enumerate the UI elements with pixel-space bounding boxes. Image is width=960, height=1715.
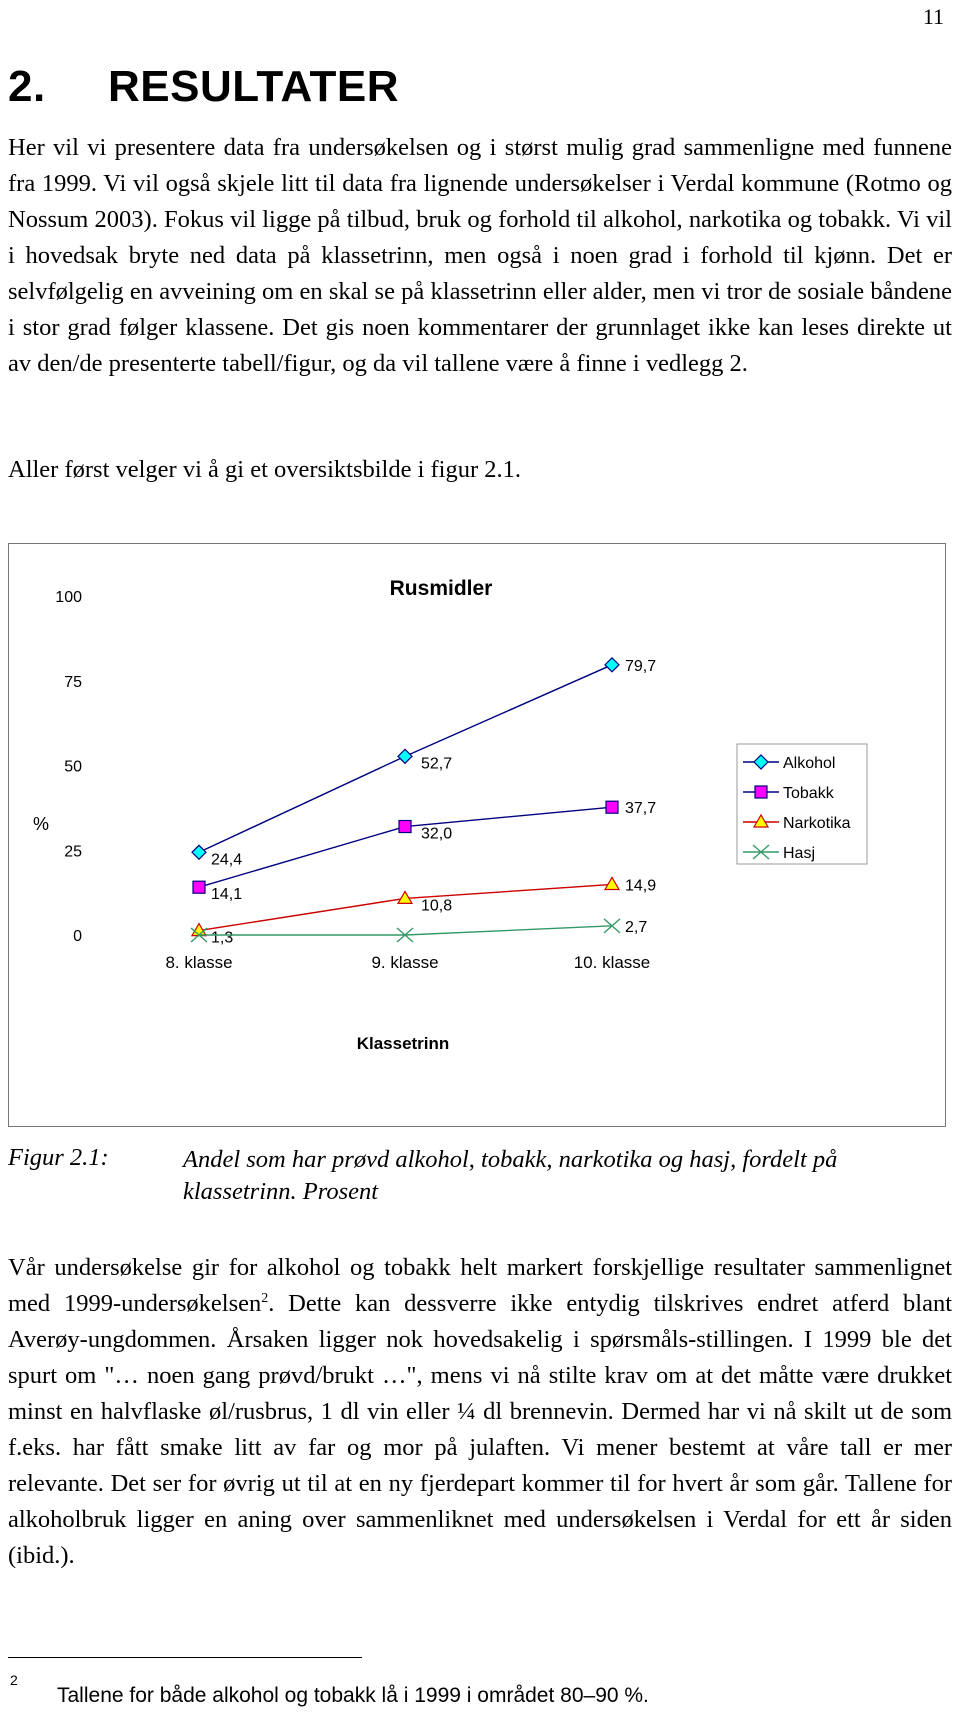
series-line-hasj bbox=[199, 926, 612, 935]
data-label-tobakk: 32,0 bbox=[421, 825, 453, 843]
footnote-ref[interactable]: 2 bbox=[261, 1290, 269, 1306]
series-tobakk bbox=[193, 800, 656, 903]
data-label-narkotika: 1,3 bbox=[211, 929, 234, 947]
data-label-narkotika: 14,9 bbox=[625, 877, 657, 895]
data-point-alkohol bbox=[192, 845, 206, 859]
legend-label-tobakk: Tobakk bbox=[783, 785, 834, 802]
data-point-alkohol bbox=[605, 658, 619, 672]
figure-label: Figur 2.1: bbox=[8, 1144, 109, 1171]
y-tick-label: 25 bbox=[64, 843, 82, 861]
y-tick-label: 75 bbox=[64, 673, 82, 691]
y-axis-label: % bbox=[32, 814, 50, 834]
results-text-a: Vår undersøkelse gir for alkohol og tobakk helt markert forskjellige resultater sammenlignet med 1999-undersøkelsen bbox=[8, 1254, 952, 1317]
chart-frame bbox=[8, 543, 946, 1127]
footnote-text: Tallene for både alkohol og tobakk lå i 1999 i området 80–90 %. bbox=[57, 1684, 649, 1707]
section-number: 2. bbox=[8, 62, 46, 111]
y-tick-label: 50 bbox=[64, 758, 82, 776]
data-point-narkotika bbox=[605, 877, 619, 889]
x-category-label: 10. klasse bbox=[573, 953, 651, 972]
legend-label-alkohol: Alkohol bbox=[783, 755, 836, 772]
chart-legend bbox=[737, 744, 867, 864]
data-point-tobakk bbox=[606, 801, 618, 813]
data-label-alkohol: 24,4 bbox=[211, 851, 243, 869]
results-paragraph bbox=[8, 1250, 952, 1574]
y-tick-labels bbox=[55, 589, 82, 945]
y-tick-label: 100 bbox=[55, 589, 82, 606]
series-hasj bbox=[191, 919, 647, 942]
data-label-alkohol: 79,7 bbox=[625, 657, 657, 675]
footnote-divider bbox=[8, 1657, 362, 1658]
data-point-tobakk bbox=[193, 881, 205, 893]
x-category-label: 8. klasse bbox=[165, 953, 233, 972]
data-label-tobakk: 37,7 bbox=[625, 800, 657, 818]
rusmidler-chart bbox=[9, 544, 945, 1126]
results-text-b: . Dette kan dessverre ikke entydig tilskrives endret atferd blant Averøy-ungdommen. Årsaken ligger nok hovedsakelig i spørsmåls-stillingen. I 1999 ble det spurt om "… noen gang prøvd/brukt …", mens vi nå stilte krav om at det måtte være drukket minst en halvflaske øl/rusbrus, 1 dl vin eller ¼ dl brennevin. Dermed har vi nå skilt ut de som f.eks. har fått smake litt av far og mor på julaften. Vi mener bestemt at våre tall er mer relevante. Det ser for øvrig ut til at en ny fjerdepart kommer til for hvert år som går. Tallene for alkoholbruk ligger en aning over sammenliknet med undersøkelsen i Verdal for ett år siden (ibid.). bbox=[8, 1290, 953, 1569]
data-label-narkotika: 10,8 bbox=[421, 897, 453, 915]
x-axis-label: Klassetrinn bbox=[356, 1034, 450, 1053]
y-tick-label: 0 bbox=[73, 928, 82, 945]
intro-paragraph: Her vil vi presentere data fra undersøkelsen og i størst mulig grad sammenligne med funnene fra 1999. Vi vil også skjele litt til data fra lignende undersøkelser i Verdal kommune (Rotmo og Nossum 2003). Fokus vil ligge på tilbud, bruk og forhold til alkohol, narkotika og tobakk. Vi vil i hovedsak bryte ned data på klassetrinn, men også i noen grad i forhold til kjønn. Det er selvfølgelig en avveining om en skal se på klassetrinn eller alder, men vi tror de sosiale båndene i stor grad følger klassene. Det gis noen kommentarer der grunnlaget ikke kan leses direkte ut av den/de presenterte tabell/figur, og da vil tallene være å finne i vedlegg 2. bbox=[8, 134, 952, 377]
overview-paragraph: Aller først velger vi å gi et oversiktsbilde i figur 2.1. bbox=[8, 456, 522, 483]
data-label-alkohol: 52,7 bbox=[421, 755, 453, 773]
legend-label-narkotika: Narkotika bbox=[783, 815, 851, 832]
chart-title: Rusmidler bbox=[389, 577, 493, 600]
legend-label-hasj: Hasj bbox=[783, 845, 816, 862]
footnote-mark: 2 bbox=[10, 1672, 18, 1688]
section-heading bbox=[8, 62, 399, 112]
data-label-tobakk: 14,1 bbox=[211, 886, 243, 904]
series-layer bbox=[191, 658, 656, 947]
x-category-label: 9. klasse bbox=[371, 953, 439, 972]
data-point-alkohol bbox=[398, 749, 412, 763]
page-number: 11 bbox=[922, 4, 944, 29]
series-line-tobakk bbox=[199, 807, 612, 887]
legend-marker-tobakk bbox=[755, 786, 767, 798]
data-point-tobakk bbox=[399, 821, 411, 833]
data-label-hasj: 2,7 bbox=[625, 918, 648, 936]
x-category-labels bbox=[165, 953, 650, 972]
series-narkotika bbox=[192, 877, 656, 946]
figure-caption: Andel som har prøvd alkohol, tobakk, narkotika og hasj, fordelt på klassetrinn. Prosent bbox=[183, 1146, 838, 1205]
section-title: RESULTATER bbox=[108, 62, 399, 111]
